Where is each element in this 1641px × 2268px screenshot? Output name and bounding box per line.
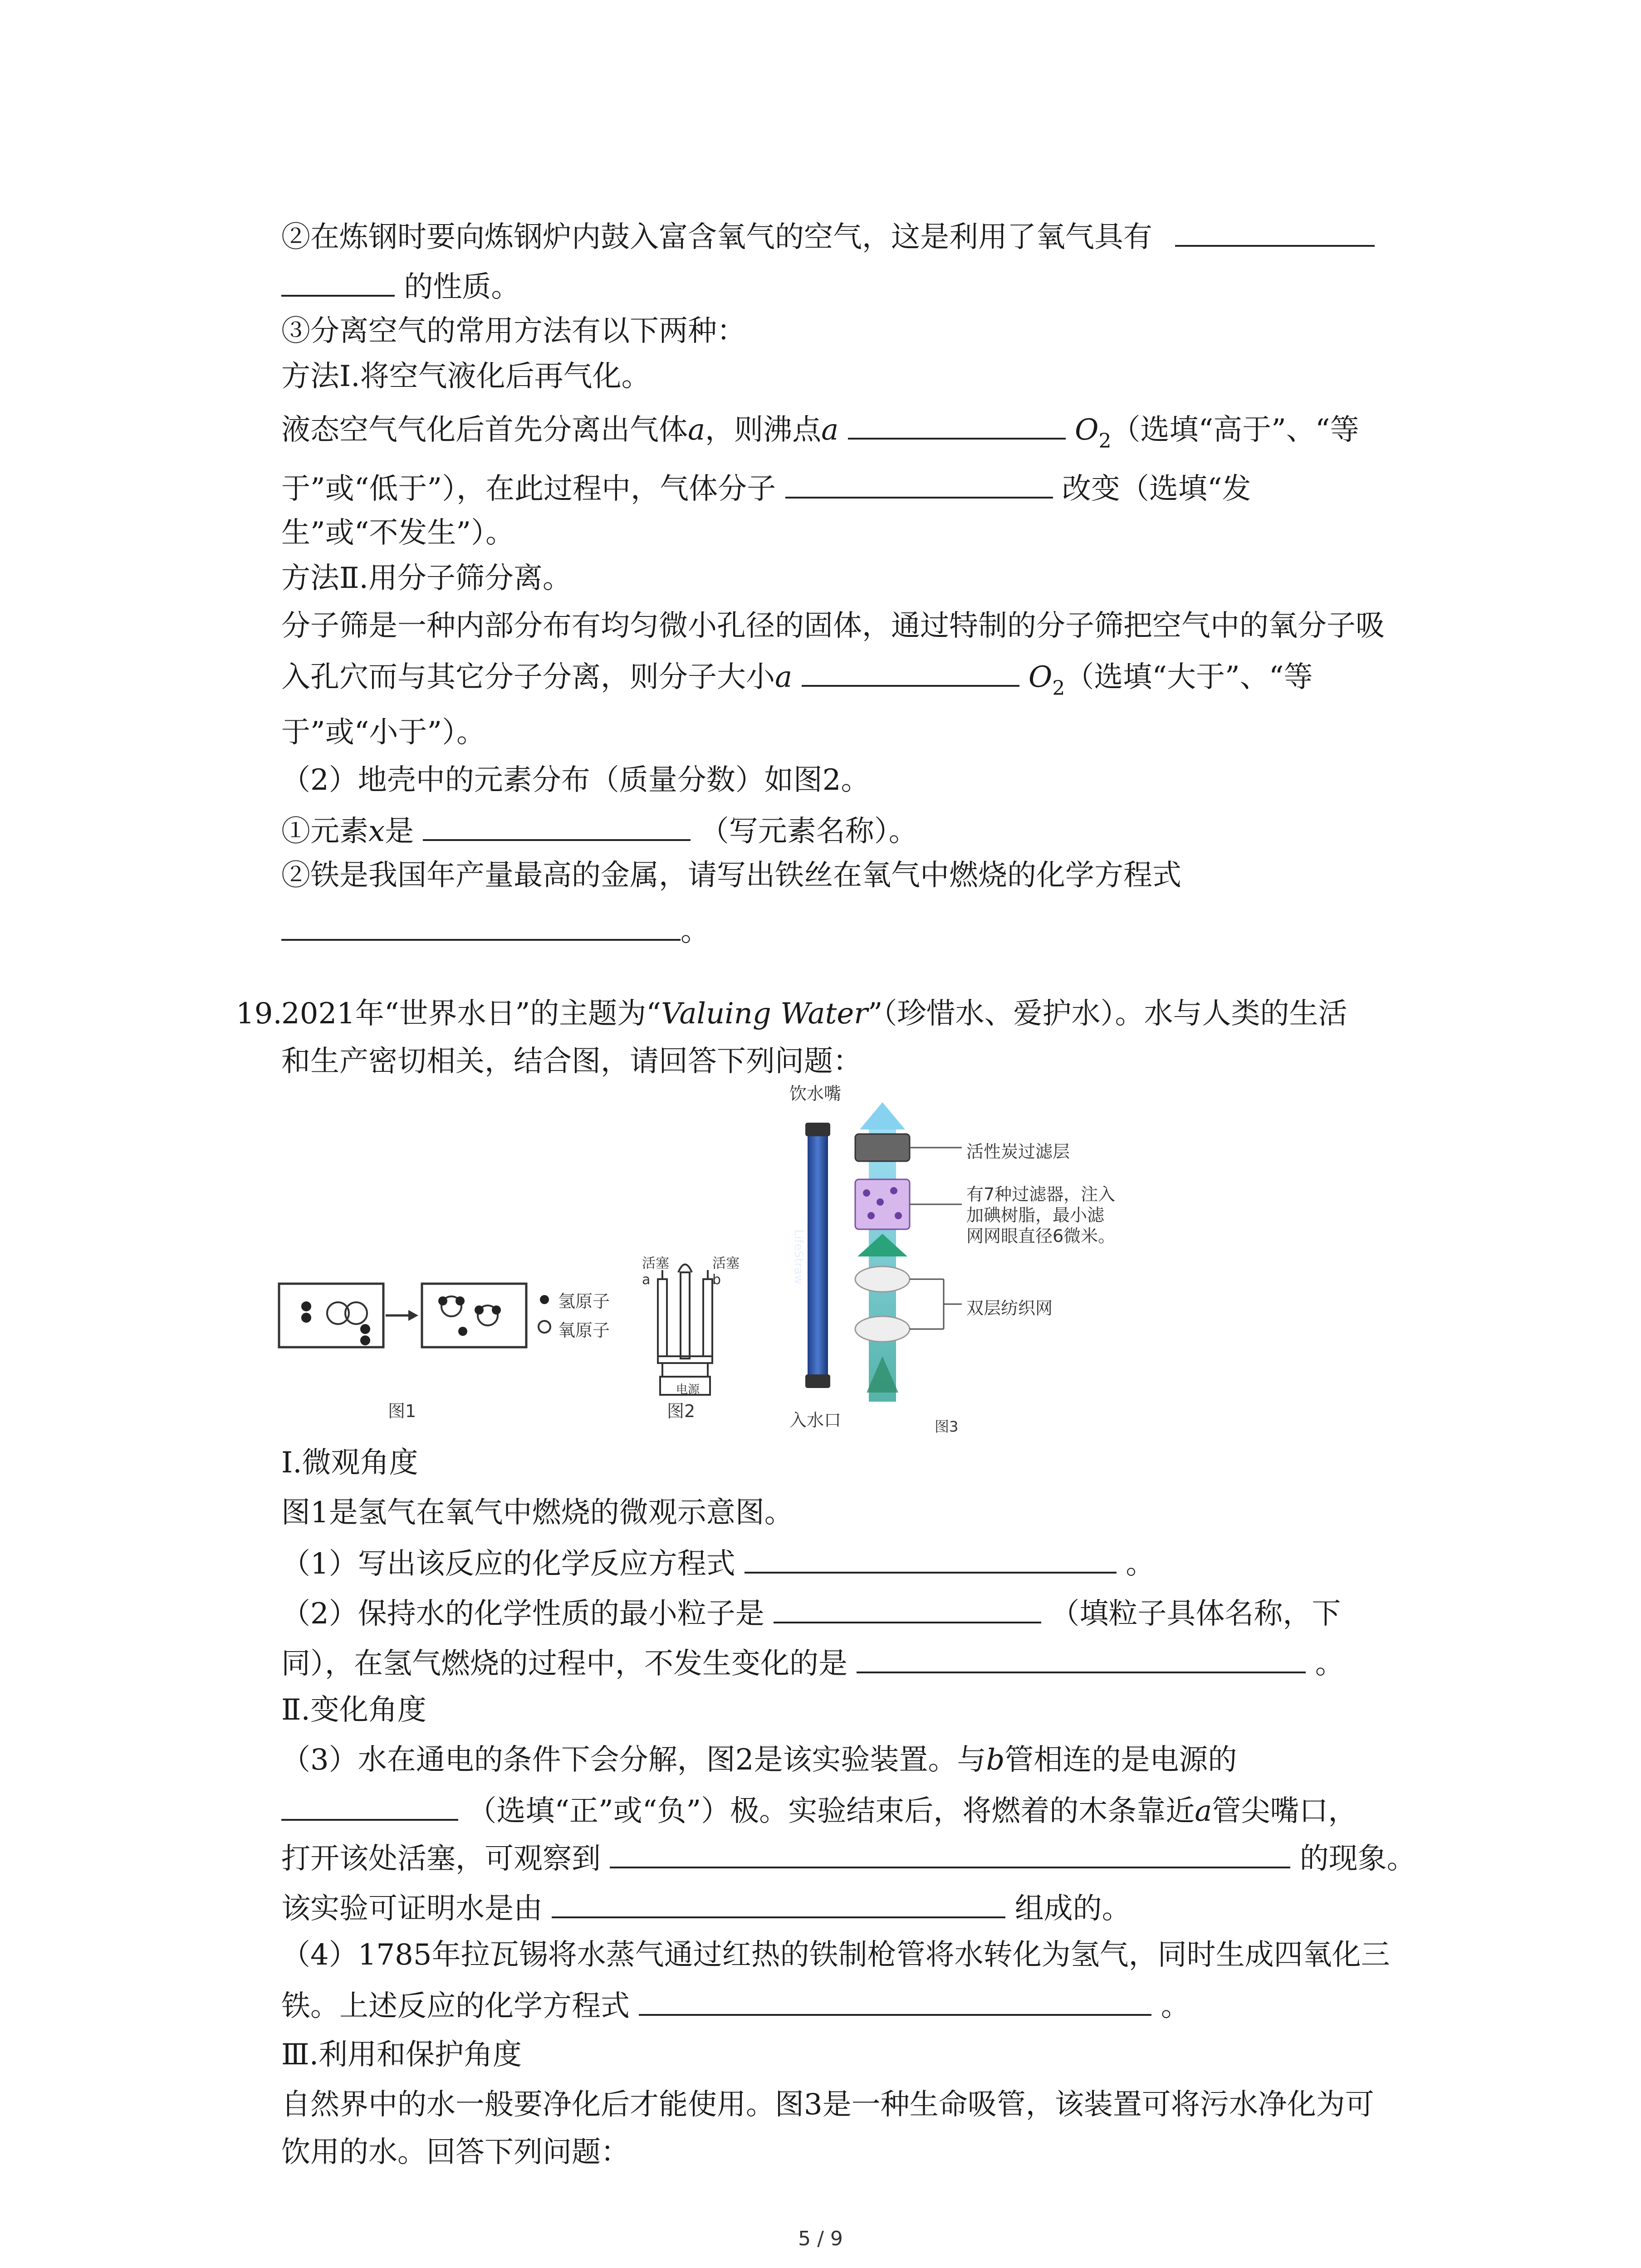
q19-part-4-cont [281, 1982, 1190, 2029]
legend-hydrogen: 氢原子 [558, 1291, 610, 1311]
theme-english: Valuing Water [661, 997, 868, 1031]
q18-line-15 [281, 907, 710, 954]
fig3-leader-lines [907, 1102, 975, 1420]
fig2-power-label: 电源 [676, 1383, 700, 1397]
answer-blank[interactable] [857, 1640, 1306, 1673]
var-a: a [821, 413, 839, 447]
fig2-label-b [712, 1252, 740, 1288]
q19-text: ”（珍惜水、爱护水）。水与人类的生活 [867, 997, 1347, 1031]
fig3-layer-1: 活性炭过滤层 [966, 1142, 1070, 1162]
fig2-stopcock-label: 活塞 [642, 1256, 669, 1271]
fig3-top-label: 饮水嘴 [789, 1084, 842, 1104]
q19-text: 2021年“世界水日”的主题为“ [281, 997, 661, 1031]
q18-line-11: 于”或“小于”）。 [281, 716, 486, 749]
q18-text: 。 [681, 914, 710, 948]
q18-line-2 [281, 263, 520, 310]
q19-text: 该实验可证明水是由 [281, 1892, 543, 1926]
q18-line-1 [281, 213, 1375, 260]
q18-line-13 [281, 807, 918, 854]
fig3-bottom-label: 入水口 [789, 1410, 842, 1430]
fig2-var-b: b [712, 1272, 721, 1288]
q19-line-1 [281, 991, 1347, 1036]
q19-text: （2）保持水的化学性质的最小粒子是 [281, 1597, 764, 1631]
fig3-layer-2-line: 网网眼直径6微米。 [966, 1226, 1116, 1246]
section-change: Ⅱ.变化角度 [281, 1693, 426, 1727]
answer-blank[interactable] [281, 263, 395, 297]
figure-3-caption: 图3 [935, 1418, 959, 1435]
o2-subscript: 2 [1052, 677, 1065, 700]
q19-text: 打开该处活塞，可观察到 [281, 1842, 601, 1876]
q19-text: 。 [1315, 1647, 1344, 1681]
q18-line-4: 方法Ⅰ.将空气液化后再气化。 [281, 360, 651, 393]
q19-part-5: 自然界中的水一般要净化后才能使用。图3是一种生命吸管，该装置可将污水净化为可 [281, 2088, 1374, 2121]
var-a: a [1195, 1794, 1212, 1828]
q18-text: 液态空气气化后首先分离出气体 [281, 413, 688, 447]
q18-text: 改变（选填“发 [1062, 472, 1251, 506]
q18-line-5 [281, 406, 1359, 464]
q18-text: ②在炼钢时要向炼钢炉内鼓入富含氧气的空气，这是利用了氧气具有 [281, 220, 1152, 254]
q18-text: 是 [385, 815, 414, 848]
q18-line-3: ③分离空气的常用方法有以下两种： [281, 314, 746, 348]
q19-text: 。 [1161, 1989, 1190, 2023]
answer-blank[interactable] [552, 1885, 1005, 1918]
q19-text: 铁。上述反应的化学方程式 [281, 1989, 630, 2023]
legend-oxygen: 氧原子 [558, 1320, 610, 1340]
q19-text: （填粒子具体名称，下 [1050, 1597, 1341, 1631]
figure-2-caption: 图2 [667, 1401, 696, 1421]
o2-symbol: O [1075, 413, 1099, 447]
fig3-layer-2-line: 有7种过滤器，注入 [966, 1184, 1116, 1204]
q19-text: 的现象。 [1299, 1842, 1416, 1876]
q19-part-3-cont [281, 1787, 1357, 1834]
answer-blank[interactable] [802, 653, 1019, 687]
var-a: a [688, 413, 705, 447]
q18-text: 的性质。 [404, 270, 520, 304]
answer-blank[interactable] [610, 1835, 1290, 1868]
section-micro: Ⅰ.微观角度 [281, 1446, 418, 1480]
fig2-label-a [642, 1252, 669, 1288]
q18-line-14: ②铁是我国年产量最高的金属，请写出铁丝在氧气中燃烧的化学方程式 [281, 859, 1181, 892]
q18-text: ，则沸点 [705, 413, 822, 447]
answer-blank[interactable] [785, 465, 1053, 499]
question-number: 19. [236, 997, 282, 1031]
answer-blank[interactable] [745, 1540, 1117, 1574]
q19-text: （选填“正”或“负”）极。实验结束后，将燃着的木条靠近 [467, 1794, 1195, 1828]
q19-part-5-cont: 饮用的水。回答下列问题： [281, 2136, 630, 2169]
section-use-protect: Ⅲ.利用和保护角度 [281, 2038, 522, 2072]
answer-blank[interactable] [639, 1982, 1151, 2016]
q18-text: 于”或“低于”），在此过程中，气体分子 [281, 472, 776, 506]
q18-text: ①元素 [281, 815, 368, 848]
q18-line-9: 分子筛是一种内部分布有均匀微小孔径的固体，通过特制的分子筛把空气中的氧分子吸 [281, 609, 1385, 643]
answer-blank[interactable] [1175, 213, 1375, 247]
o2-symbol: O [1028, 660, 1053, 694]
figures-area [272, 1080, 1452, 1433]
answer-blank[interactable] [774, 1590, 1041, 1623]
var-a: a [775, 660, 793, 694]
q18-line-12: （2）地壳中的元素分布（质量分数）如图2。 [281, 763, 870, 797]
q18-line-6 [281, 465, 1251, 512]
fig3-layer-2 [966, 1184, 1115, 1246]
var-x: x [368, 815, 385, 848]
answer-blank[interactable] [423, 807, 691, 841]
q18-line-8: 方法Ⅱ.用分子筛分离。 [281, 562, 572, 595]
q19-text: 管相连的是电源的 [1004, 1743, 1237, 1777]
q19-part-3-composition [281, 1885, 1131, 1931]
q19-text: 。 [1126, 1547, 1155, 1581]
q18-text: （选填“高于”、“等 [1111, 413, 1359, 447]
q19-part-3-observe [281, 1835, 1416, 1882]
q18-text: （选填“大于”、“等 [1065, 660, 1313, 694]
micro-intro: 图1是氢气在氧气中燃烧的微观示意图。 [281, 1496, 794, 1530]
q18-text: （写元素名称）。 [700, 815, 918, 848]
figure-1-caption: 图1 [388, 1401, 416, 1421]
answer-blank[interactable] [281, 907, 681, 941]
fig3-layer-2-line: 加碘树脂，最小滤 [966, 1205, 1105, 1225]
q18-line-7: 生”或“不发生”）。 [281, 516, 515, 550]
q19-part-2 [281, 1590, 1341, 1637]
q19-part-2-cont [281, 1640, 1344, 1686]
q19-text: （3）水在通电的条件下会分解，图2是该实验装置。与 [281, 1743, 986, 1777]
answer-blank[interactable] [281, 1787, 458, 1821]
var-b: b [986, 1743, 1005, 1777]
fig2-var-a: a [642, 1272, 651, 1288]
q19-line-2: 和生产密切相关，结合图，请回答下列问题： [281, 1045, 862, 1078]
answer-blank[interactable] [848, 406, 1066, 440]
q19-text: 管尖嘴口， [1212, 1794, 1357, 1828]
page-number: 5 / 9 [798, 2227, 843, 2250]
q19-text: 组成的。 [1014, 1892, 1131, 1926]
q19-text: 同），在氢气燃烧的过程中，不发生变化的是 [281, 1647, 847, 1681]
fig3-brand: LifeStraw [792, 1229, 805, 1285]
q19-part-1 [281, 1540, 1155, 1587]
q19-part-4: （4）1785年拉瓦锡将水蒸气通过红热的铁制枪管将水转化为氢气，同时生成四氧化三 [281, 1938, 1390, 1972]
q18-line-10 [281, 653, 1313, 711]
fig3-layer-3: 双层纺织网 [966, 1298, 1053, 1318]
fig2-stopcock-label: 活塞 [712, 1256, 740, 1271]
q19-text: （1）写出该反应的化学反应方程式 [281, 1547, 735, 1581]
q18-text: 入孔穴而与其它分子分离，则分子大小 [281, 660, 775, 694]
o2-subscript: 2 [1098, 430, 1112, 453]
q19-part-3 [281, 1737, 1237, 1783]
